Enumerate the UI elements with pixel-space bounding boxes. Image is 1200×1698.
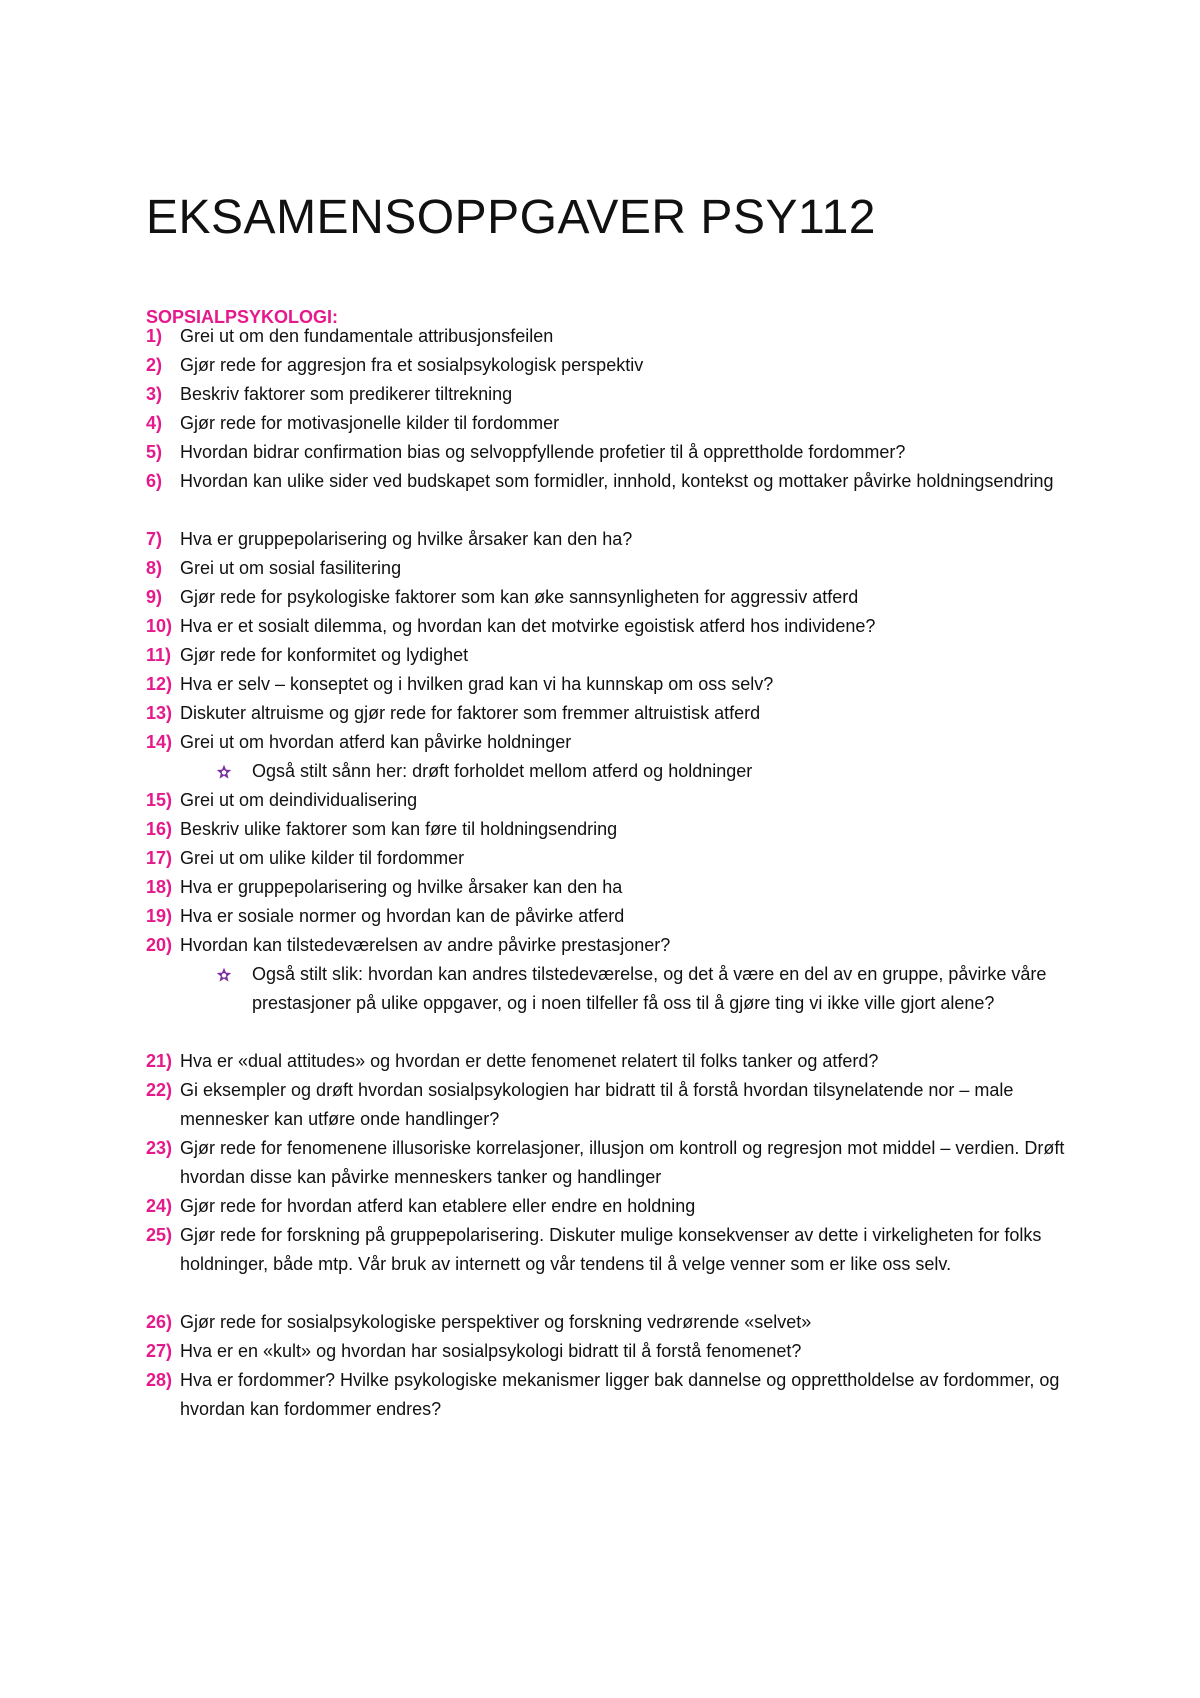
item-text: Gjør rede for fenomenene illusoriske korrelasjoner, illusjon om kontroll og regresjon mot middel – verdien. Drøft hvordan disse kan påvirke menneskers tanker og handlinger	[180, 1138, 1065, 1187]
note-text: Også stilt slik: hvordan kan andres tilstedeværelse, og det å være en del av en gruppe, påvirke våre prestasjoner på ulike oppgaver, og i noen tilfeller få oss til å gjøre ting vi ikke ville gjort alene?	[252, 964, 1047, 1013]
item-number: 2)	[146, 355, 163, 375]
note-text: Også stilt sånn her: drøft forholdet mellom atferd og holdninger	[252, 761, 753, 781]
list-item	[146, 351, 1066, 380]
item-number: 17)	[146, 848, 173, 868]
list-item	[146, 873, 1066, 902]
list-item	[146, 322, 1066, 351]
item-number: 6)	[146, 471, 163, 491]
item-text: Hva er selv – konseptet og i hvilken grad kan vi ha kunnskap om oss selv?	[180, 674, 774, 694]
item-text: Hva er en «kult» og hvordan har sosialpsykologi bidratt til å forstå fenomenet?	[180, 1341, 802, 1361]
item-number: 8)	[146, 558, 163, 578]
item-number: 11)	[146, 645, 172, 665]
item-number: 28)	[146, 1370, 173, 1390]
item-number: 24)	[146, 1196, 173, 1216]
item-text: Diskuter altruisme og gjør rede for faktorer som fremmer altruistisk atferd	[180, 703, 761, 723]
item-number: 13)	[146, 703, 173, 723]
list-item	[146, 1366, 1066, 1424]
item-number: 9)	[146, 587, 163, 607]
list-item	[146, 583, 1066, 612]
item-text: Gi eksempler og drøft hvordan sosialpsykologien har bidratt til å forstå hvordan tilsynelatende nor – male mennesker kan utføre onde handlinger?	[180, 1080, 1014, 1129]
item-number: 7)	[146, 529, 163, 549]
item-number: 26)	[146, 1312, 173, 1332]
item-text: Grei ut om ulike kilder til fordommer	[180, 848, 465, 868]
item-text: Hvordan kan ulike sider ved budskapet som formidler, innhold, kontekst og mottaker påvirke holdningsendring	[180, 471, 1054, 491]
item-text: Gjør rede for konformitet og lydighet	[180, 645, 469, 665]
list-item	[146, 525, 1066, 554]
list-item	[146, 902, 1066, 931]
item-number: 20)	[146, 935, 173, 955]
list-item	[146, 409, 1066, 438]
item-text: Hva er «dual attitudes» og hvordan er dette fenomenet relatert til folks tanker og atferd?	[180, 1051, 879, 1071]
item-number: 15)	[146, 790, 173, 810]
item-number: 25)	[146, 1225, 173, 1245]
list-item	[146, 612, 1066, 641]
item-number: 4)	[146, 413, 163, 433]
note-item	[216, 960, 1056, 1018]
item-text: Beskriv ulike faktorer som kan føre til holdningsendring	[180, 819, 618, 839]
item-number: 22)	[146, 1080, 173, 1100]
list-item	[146, 1308, 1066, 1337]
item-number: 27)	[146, 1341, 173, 1361]
list-item	[146, 467, 1066, 496]
note-item	[216, 757, 1056, 786]
list-item	[146, 699, 1066, 728]
item-text: Gjør rede for motivasjonelle kilder til fordommer	[180, 413, 560, 433]
item-number: 23)	[146, 1138, 173, 1158]
item-number: 3)	[146, 384, 163, 404]
list-item	[146, 438, 1066, 467]
list-item	[146, 670, 1066, 699]
item-text: Gjør rede for sosialpsykologiske perspektiver og forskning vedrørende «selvet»	[180, 1312, 812, 1332]
list-item	[146, 554, 1066, 583]
item-text: Hvordan bidrar confirmation bias og selvoppfyllende profetier til å opprettholde fordommer?	[180, 442, 906, 462]
item-number: 18)	[146, 877, 173, 897]
star-icon	[216, 764, 232, 780]
item-text: Gjør rede for hvordan atferd kan etablere eller endre en holdning	[180, 1196, 696, 1216]
list-item	[146, 931, 1066, 960]
item-text: Grei ut om hvordan atferd kan påvirke holdninger	[180, 732, 572, 752]
item-number: 12)	[146, 674, 173, 694]
item-text: Grei ut om sosial fasilitering	[180, 558, 402, 578]
item-text: Hva er sosiale normer og hvordan kan de påvirke atferd	[180, 906, 625, 926]
list-item	[146, 641, 1066, 670]
list-item	[146, 1047, 1066, 1076]
list-item	[146, 844, 1066, 873]
item-number: 14)	[146, 732, 173, 752]
star-icon	[216, 967, 232, 983]
list-item	[146, 728, 1066, 757]
list-item	[146, 1221, 1066, 1279]
item-text: Hva er gruppepolarisering og hvilke årsaker kan den ha?	[180, 529, 633, 549]
item-text: Hva er gruppepolarisering og hvilke årsaker kan den ha	[180, 877, 623, 897]
item-number: 5)	[146, 442, 163, 462]
list-item	[146, 380, 1066, 409]
item-text: Hvordan kan tilstedeværelsen av andre påvirke prestasjoner?	[180, 935, 671, 955]
section-heading: SOPSIALPSYKOLOGI:	[146, 307, 339, 327]
item-text: Hva er et sosialt dilemma, og hvordan kan det motvirke egoistisk atferd hos individene?	[180, 616, 876, 636]
item-text: Gjør rede for psykologiske faktorer som kan øke sannsynligheten for aggressiv atferd	[180, 587, 859, 607]
item-text: Grei ut om deindividualisering	[180, 790, 418, 810]
item-number: 10)	[146, 616, 173, 636]
list-item	[146, 1337, 1066, 1366]
item-number: 19)	[146, 906, 173, 926]
item-number: 1)	[146, 326, 163, 346]
page-title: EKSAMENSOPPGAVER PSY112	[146, 191, 876, 244]
item-number: 16)	[146, 819, 173, 839]
list-item	[146, 1134, 1066, 1192]
item-text: Gjør rede for forskning på gruppepolarisering. Diskuter mulige konsekvenser av dette i virkeligheten for folks holdninger, både mtp. Vår bruk av internett og vår tendens til å velge venner som er like oss selv.	[180, 1225, 1042, 1274]
list-item	[146, 1076, 1066, 1134]
item-text: Grei ut om den fundamentale attribusjonsfeilen	[180, 326, 554, 346]
list-item	[146, 1192, 1066, 1221]
item-text: Gjør rede for aggresjon fra et sosialpsykologisk perspektiv	[180, 355, 644, 375]
item-number: 21)	[146, 1051, 173, 1071]
list-item	[146, 815, 1066, 844]
item-text: Hva er fordommer? Hvilke psykologiske mekanismer ligger bak dannelse og opprettholdelse av fordommer, og hvordan kan fordommer endres?	[180, 1370, 1060, 1419]
item-text: Beskriv faktorer som predikerer tiltrekning	[180, 384, 513, 404]
list-item	[146, 786, 1066, 815]
